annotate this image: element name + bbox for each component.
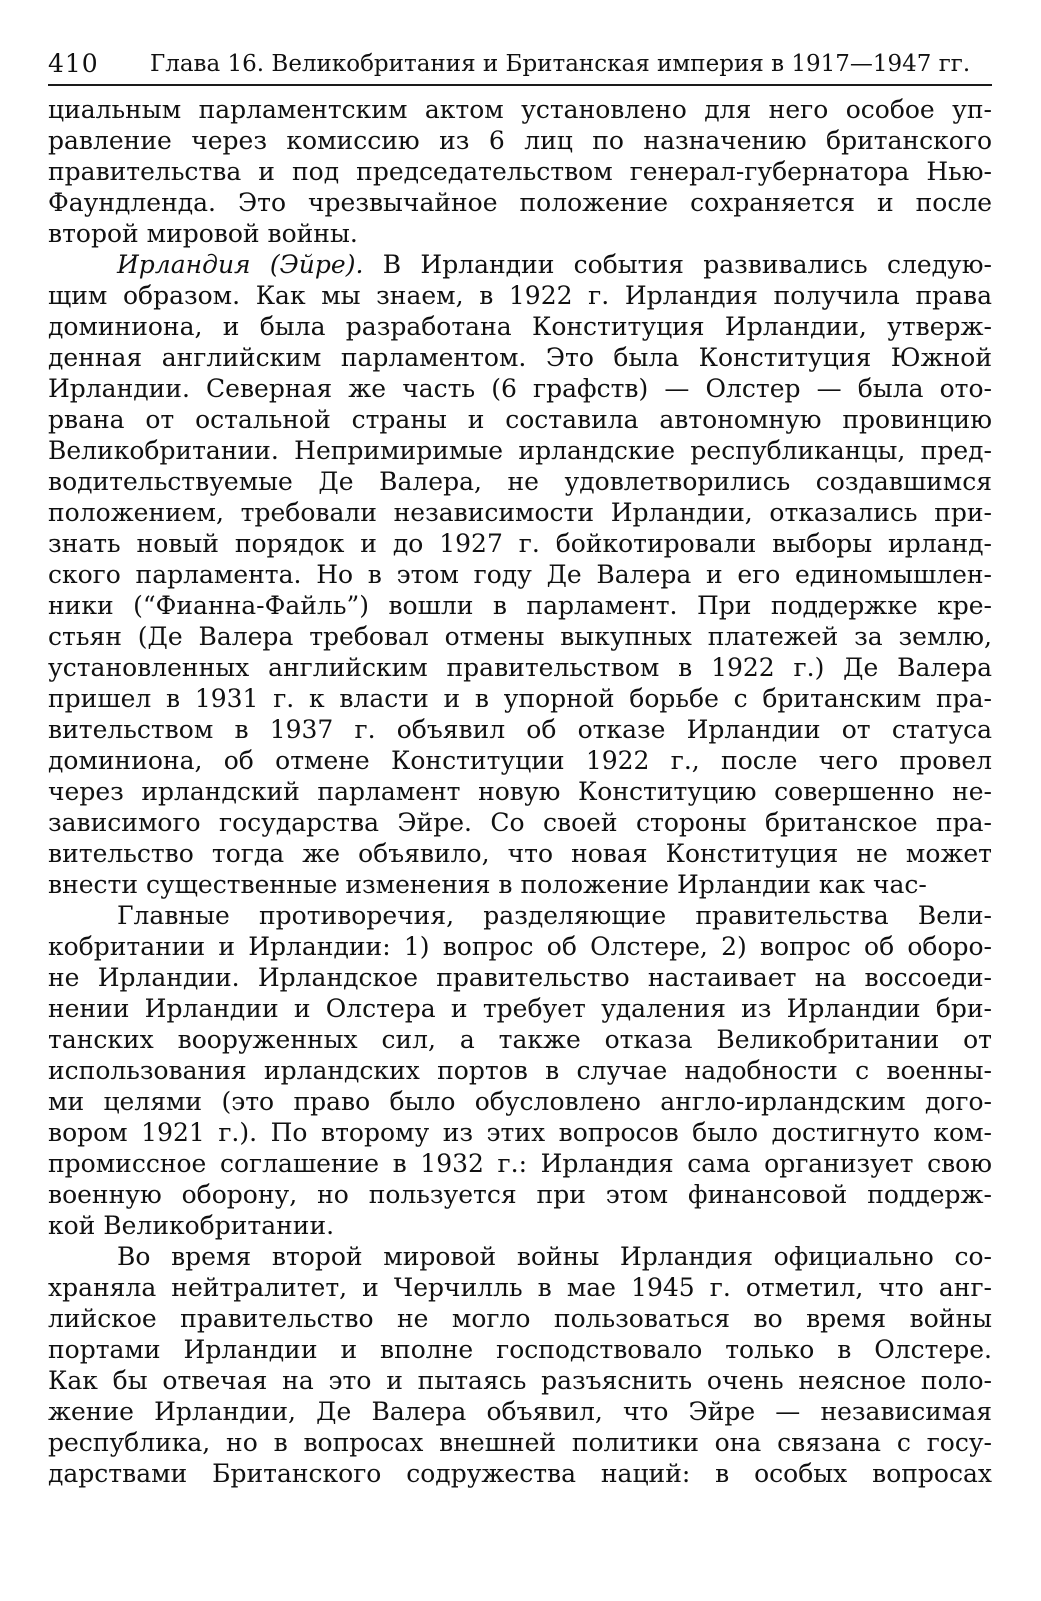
text-line: не Ирландии. Ирландское правительство настаивает на воссоеди- [48, 963, 992, 992]
text-line: положением, требовали независимости Ирландии, отказались при- [48, 498, 992, 527]
text-line: дарствами Британского содружества наций: в особых вопросах [48, 1459, 992, 1488]
text-line: стьян (Де Валера требовал отмены выкупных платежей за землю, [48, 622, 992, 651]
text-line: зависимого государства Эйре. Со своей стороны британское пра- [48, 808, 992, 837]
text-line: кобритании и Ирландии: 1) вопрос об Олстере, 2) вопрос об оборо- [48, 932, 992, 961]
section-title-ireland: Ирландия (Эйре). [117, 250, 364, 279]
text-line: лийское правительство не могло пользоваться во время войны [48, 1304, 992, 1333]
text-line: ского парламента. Но в этом году Де Валера и его единомышлен- [48, 560, 992, 589]
text-line: Великобритании. Непримиримые ирландские республиканцы, пред- [48, 436, 992, 465]
text-line: пришел в 1931 г. к власти и в упорной борьбе с британским пра- [48, 684, 992, 713]
text-line: использования ирландских портов в случае надобности с военны- [48, 1056, 992, 1085]
text-line: храняла нейтралитет, и Черчилль в мае 1945 г. отметил, что анг- [48, 1273, 992, 1302]
paragraph-1 [48, 94, 992, 249]
text-line: доминиона, об отмене Конституции 1922 г., после чего провел [48, 746, 992, 775]
text-line: вительство тогда же объявило, что новая Конституция не может [48, 839, 992, 868]
text-line: военную оборону, но пользуется при этом финансовой поддерж- [48, 1180, 992, 1209]
text-line: ми целями (это право было обусловлено англо-ирландским дого- [48, 1087, 992, 1116]
text-line: нении Ирландии и Олстера и требует удаления из Ирландии бри- [48, 994, 992, 1023]
text-line: Как бы отвечая на это и пытаясь разъяснить очень неясное поло- [48, 1366, 992, 1395]
text-line: циальным парламентским актом установлено для него особое уп- [48, 95, 992, 124]
text-line: второй мировой войны. [48, 219, 358, 248]
text-line: промиссное соглашение в 1932 г.: Ирландия сама организует свою [48, 1149, 992, 1178]
text-line: через ирландский парламент новую Конституцию совершенно не- [48, 777, 992, 806]
text-line: Ирландии. Северная же часть (6 графств) — Олстер — была ото- [48, 374, 992, 403]
paragraph-4 [48, 1241, 992, 1489]
body-text [48, 94, 992, 1489]
text-line: знать новый порядок и до 1927 г. бойкотировали выборы ирланд- [48, 529, 992, 558]
text-line: республика, но в вопросах внешней политики она связана с госу- [48, 1428, 992, 1457]
text-line: ники (“Фианна-Файль”) вошли в парламент. При поддержке кре- [48, 591, 992, 620]
paragraph-first-line: Во время второй мировой войны Ирландия официально со- [117, 1242, 992, 1271]
text-line: Фаундленда. Это чрезвычайное положение сохраняется и после [48, 188, 992, 217]
paragraph-first-line: Главные противоречия, разделяющие правительства Вели- [117, 901, 992, 930]
running-head: Глава 16. Великобритания и Британская империя в 1917—1947 гг. [150, 51, 971, 77]
text-line: рвана от остальной страны и составила автономную провинцию [48, 405, 992, 434]
text-line: кой Великобритании. [48, 1211, 335, 1240]
text-line: жение Ирландии, Де Валера объявил, что Эйре — независимая [48, 1397, 992, 1426]
book-page [48, 40, 992, 1489]
text-line: щим образом. Как мы знаем, в 1922 г. Ирландия получила права [48, 281, 992, 310]
text-line: водительствуемые Де Валера, не удовлетворились создавшимся [48, 467, 992, 496]
text-line: равление через комиссию из 6 лиц по назначению британского [48, 126, 992, 155]
text-line: установленных английским правительством в 1922 г.) Де Валера [48, 653, 992, 682]
page-header [48, 40, 992, 86]
text-line: портами Ирландии и вполне господствовало только в Олстере. [48, 1335, 992, 1364]
text-line: вором 1921 г.). По второму из этих вопросов было достигнуто ком- [48, 1118, 992, 1147]
text-line: танских вооруженных сил, а также отказа Великобритании от [48, 1025, 992, 1054]
page-number: 410 [48, 49, 99, 78]
paragraph-first-line [48, 249, 992, 280]
text-line: денная английским парламентом. Это была Конституция Южной [48, 343, 992, 372]
paragraph-2 [48, 249, 992, 900]
text-line: правительства и под председательством генерал-губернатора Нью- [48, 157, 992, 186]
paragraph-3 [48, 900, 992, 1241]
text-line-continuation: В Ирландии события развивались следую- [363, 250, 992, 279]
text-line: внести существенные изменения в положение Ирландии как час- [48, 870, 927, 899]
text-line: вительством в 1937 г. объявил об отказе Ирландии от статуса [48, 715, 992, 744]
text-line: доминиона, и была разработана Конституция Ирландии, утверж- [48, 312, 992, 341]
